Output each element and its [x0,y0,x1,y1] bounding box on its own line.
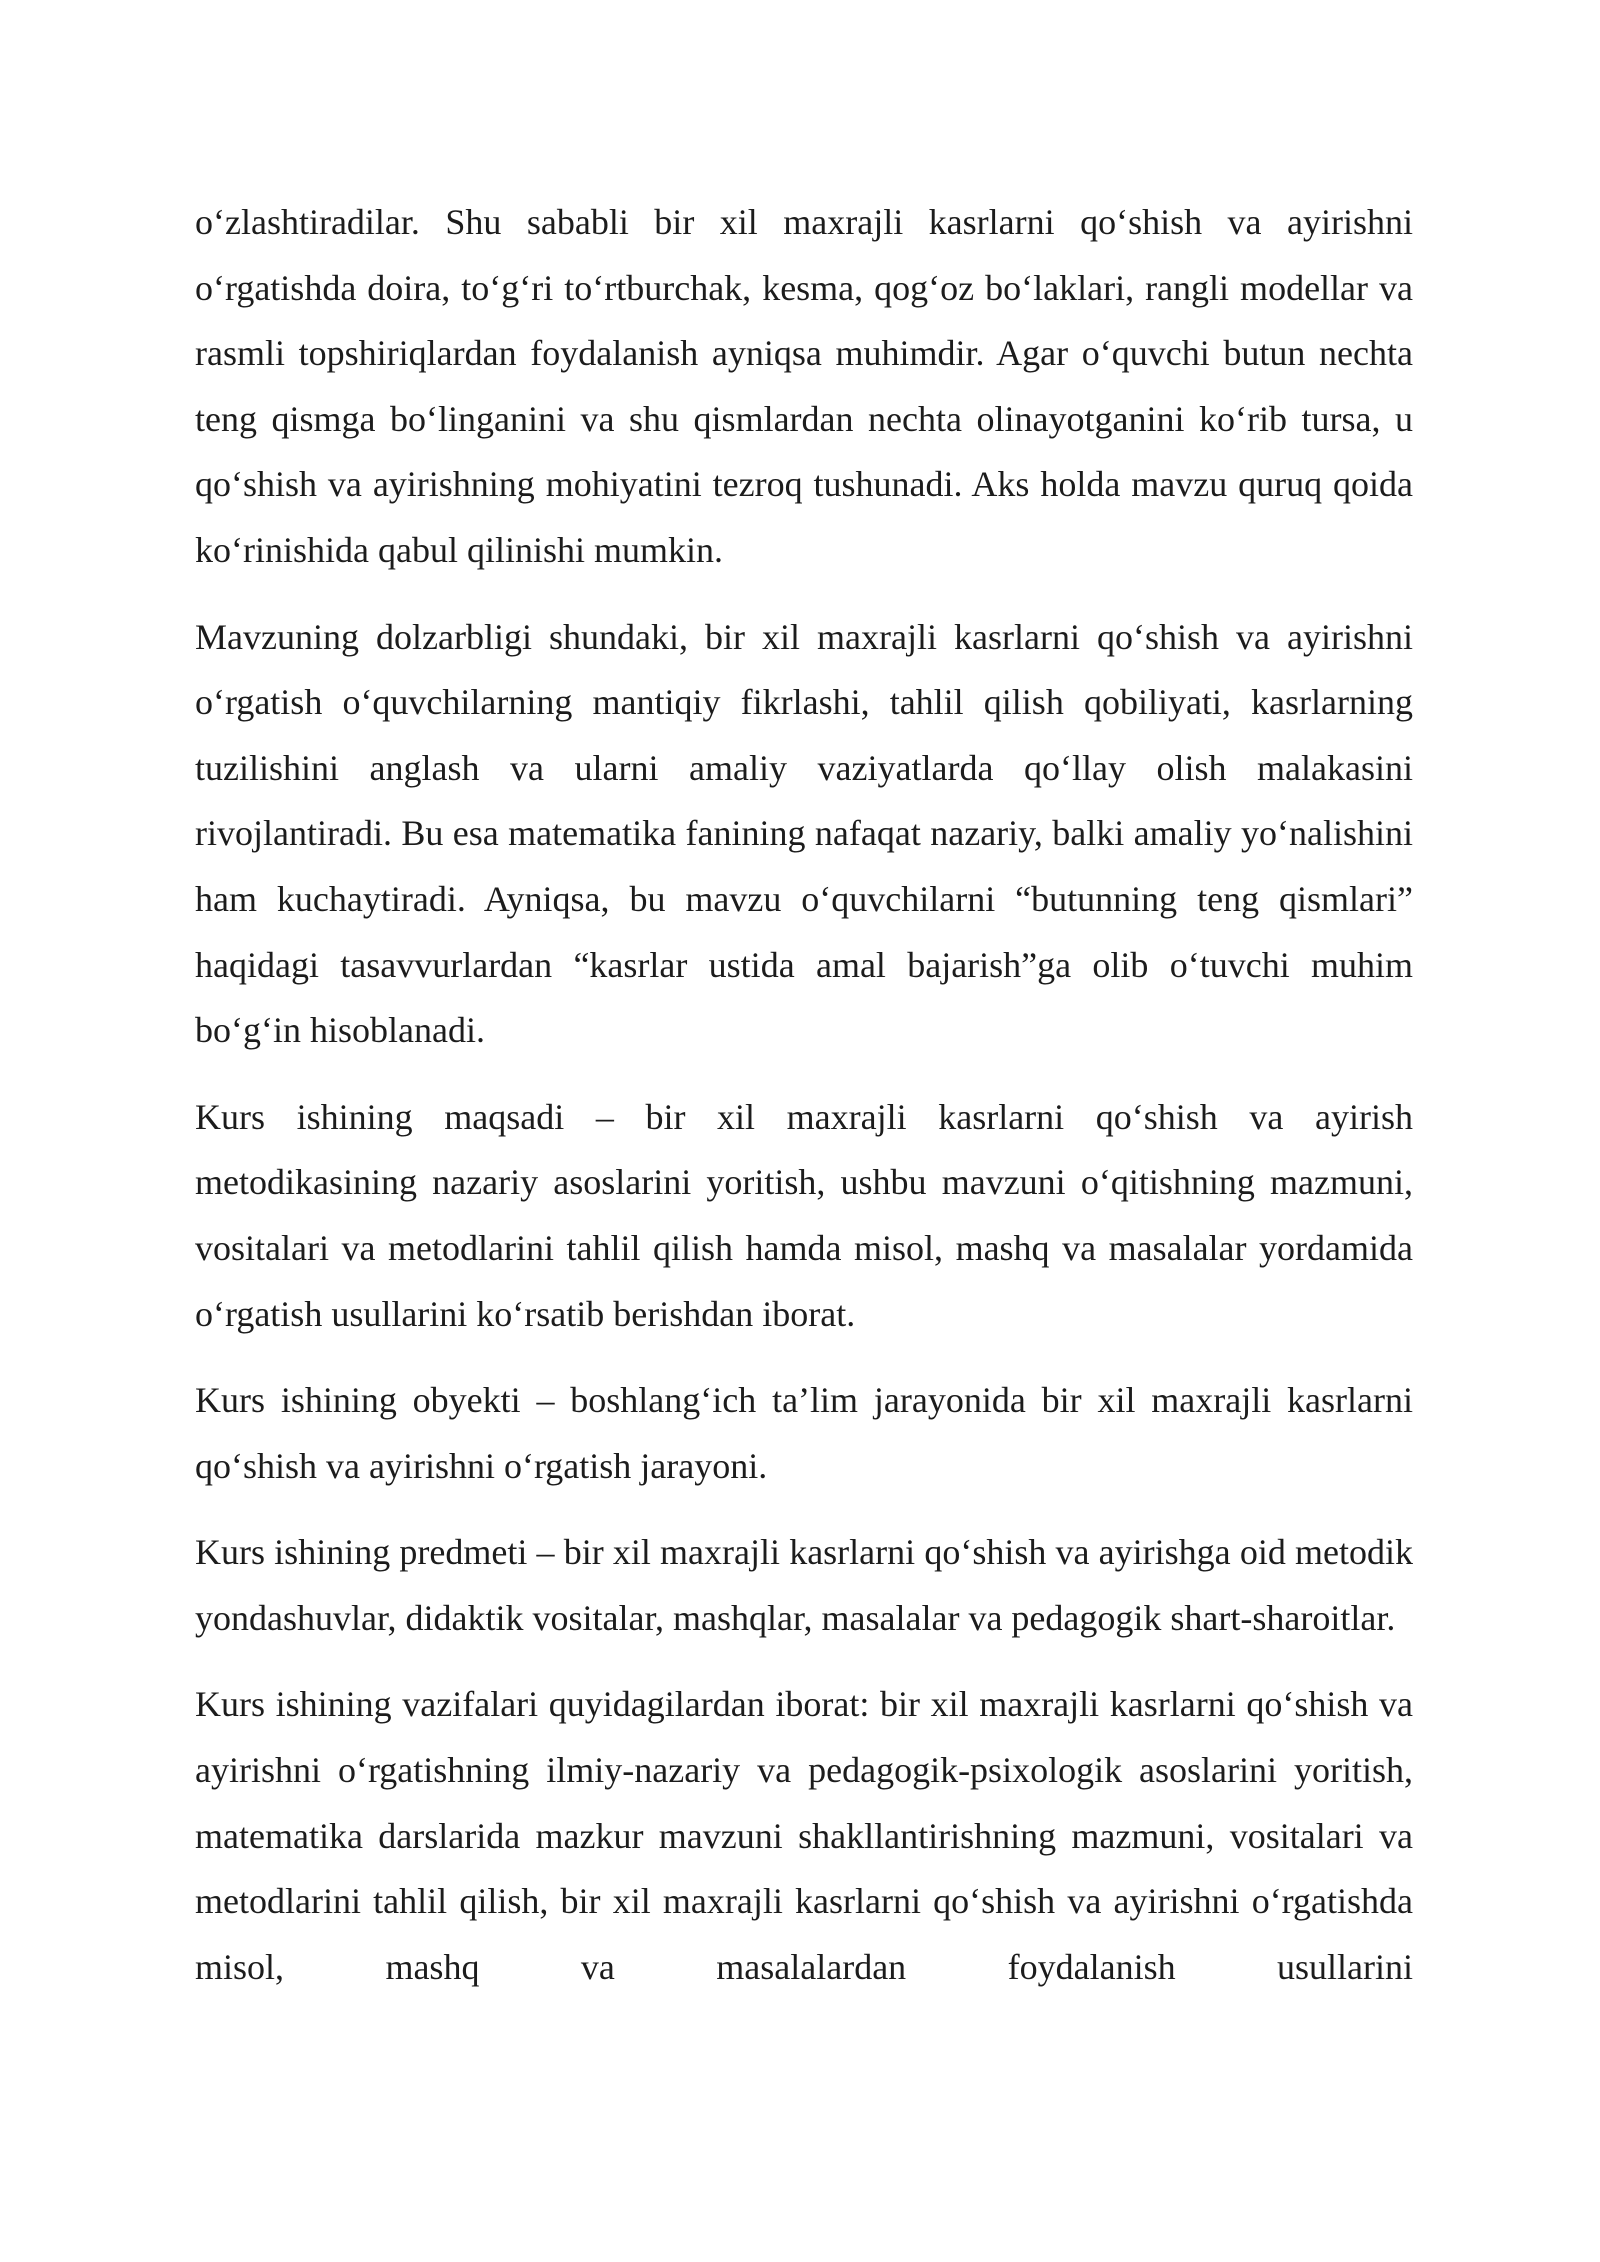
paragraph-3: Kurs ishining maqsadi – bir xil maxrajli kasrlarni qo‘shish va ayirish metodikasining nazariy asoslarini yoritish, ushbu mavzuni o‘qitishning mazmuni, vositalari va metodlarini tahlil qilish hamda misol, mashq va masalalar yordamida o‘rgatish usullarini ko‘rsatib berishdan iborat. [195,1096,1413,1334]
paragraph-4: Kurs ishining obyekti – boshlang‘ich ta’lim jarayonida bir xil maxrajli kasrlarni qo‘shish va ayirishni o‘rgatish jarayoni. [195,1380,1413,1486]
paragraph-6: Kurs ishining vazifalari quyidagilardan iborat: bir xil maxrajli kasrlarni qo‘shish va ayirishni o‘rgatishning ilmiy-nazariy va pedagogik-psixologik asoslarini yoritish, matematika darslarida mazkur mavzuni shakllantirishning mazmuni, vositalari va metodlarini tahlil qilish, bir xil maxrajli kasrlarni qo‘shish va ayirishni o‘rgatishda misol, mashq va masalalardan foydalanish usullarini [195,1684,1413,1987]
paragraph-2: Mavzuning dolzarbligi shundaki, bir xil maxrajli kasrlarni qo‘shish va ayirishni o‘rgatish o‘quvchilarning mantiqiy fikrlashi, tahlil qilish qobiliyati, kasrlarning tuzilishini anglash va ularni amaliy vaziyatlarda qo‘llay olish malakasini rivojlantiradi. Bu esa matematika fanining nafaqat nazariy, balki amaliy yo‘nalishini ham kuchaytiradi. Ayniqsa, bu mavzu o‘quvchilarni “butunning teng qismlari” haqidagi tasavvurlardan “kasrlar ustida amal bajarish”ga olib o‘tuvchi muhim bo‘g‘in hisoblanadi. [195,616,1413,1051]
paragraph-1: o‘zlashtiradilar. Shu sababli bir xil maxrajli kasrlarni qo‘shish va ayirishni o‘rgatishda doira, to‘g‘ri to‘rtburchak, kesma, qog‘oz bo‘laklari, rangli modellar va rasmli topshiriqlardan foydalanish ayniqsa muhimdir. Agar o‘quvchi butun nechta teng qismga bo‘linganini va shu qismlardan nechta olinayotganini ko‘rib tursa, u qo‘shish va ayirishning mohiyatini tezroq tushunadi. Aks holda mavzu quruq qoida ko‘rinishida qabul qilinishi mumkin. [195,202,1413,570]
document-body [195,190,1413,2000]
paragraph-5: Kurs ishining predmeti – bir xil maxrajli kasrlarni qo‘shish va ayirishga oid metodik yondashuvlar, didaktik vositalar, mashqlar, masalalar va pedagogik shart-sharoitlar. [195,1532,1413,1638]
